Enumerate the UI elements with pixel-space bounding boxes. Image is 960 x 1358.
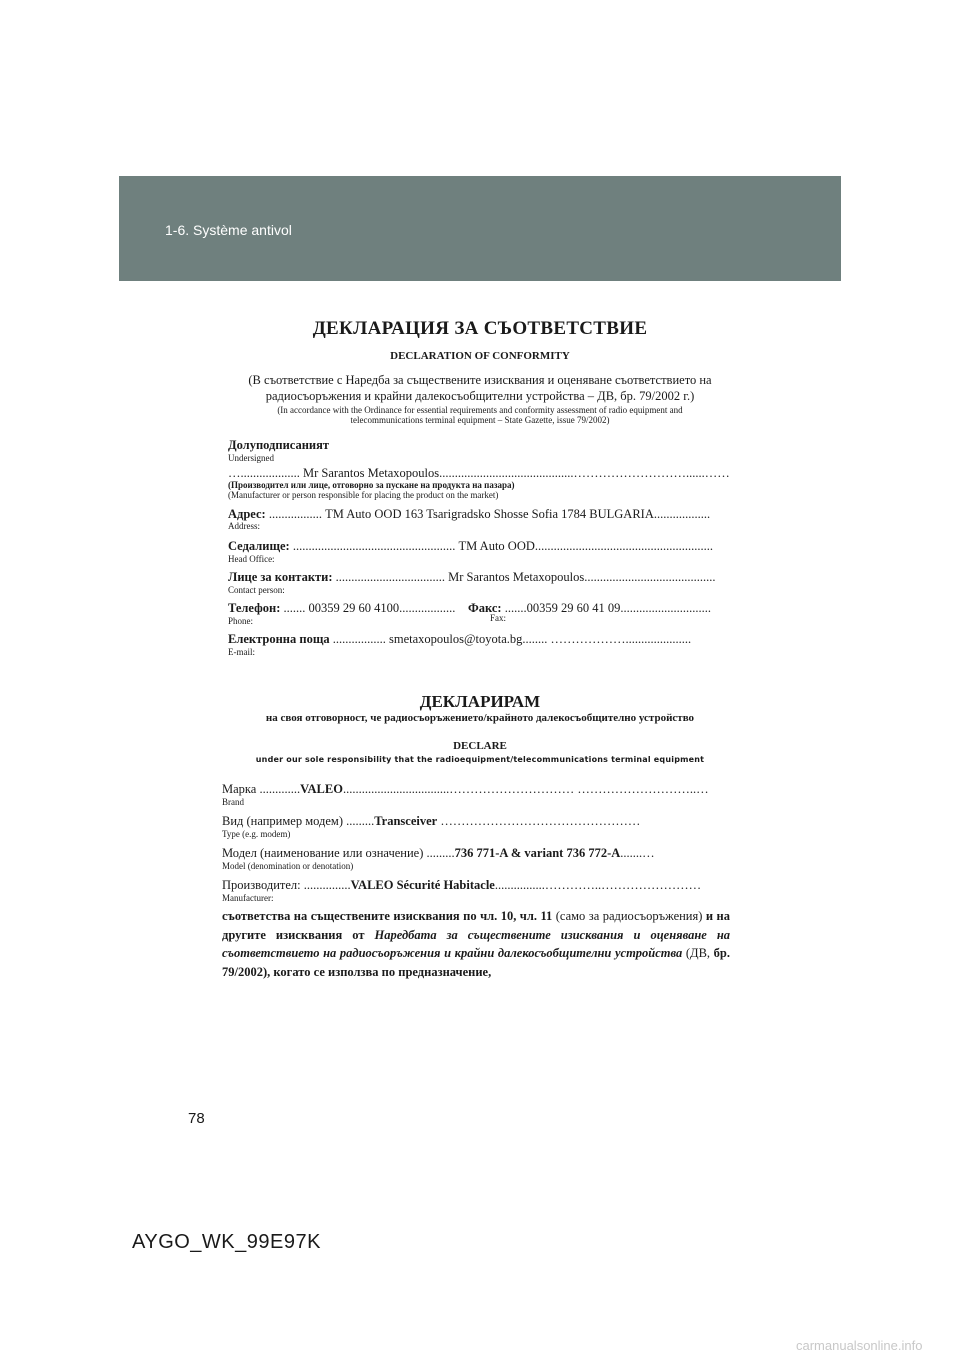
address-row <box>228 507 733 522</box>
model-value: 736 771-A & variant 736 772-A <box>454 846 621 860</box>
manufacturer-label: Производител: ............... <box>222 878 351 892</box>
para-bold-2: и на другите изисквания от <box>222 909 730 942</box>
conformity-paragraph <box>222 907 730 981</box>
brand-en: Brand <box>222 797 244 807</box>
manufacturer-note-bg: (Производител или лице, отговорно за пускане на продукта на пазара) <box>228 480 515 490</box>
section-header-bar <box>119 176 841 281</box>
fax-value: .......00359 29 60 41 09............................. <box>501 601 711 615</box>
declare-subheading-bg: на своя отговорност, че радиосъоръжението/крайното далекосъобщително устройство <box>265 712 695 724</box>
phone-row <box>228 601 455 616</box>
headoffice-row <box>228 539 733 554</box>
address-label: Адрес: <box>228 507 266 521</box>
page-number: 78 <box>188 1110 205 1127</box>
phone-value: ....... 00359 29 60 4100.................. <box>280 601 456 615</box>
para-normal-1: (само за радиосъоръжения) <box>552 909 706 923</box>
section-title: 1-6. Système antivol <box>165 222 292 238</box>
contact-value: ................................... Mr Sarantos Metaxopoulos.......................................... <box>332 570 716 584</box>
email-label: Електронна поща <box>228 632 330 646</box>
manufacturer-row <box>222 878 732 893</box>
email-en: E-mail: <box>228 647 255 657</box>
brand-dots: ..................................………………………… ………………………..… <box>342 782 709 796</box>
document-code: AYGO_WK_99E97K <box>132 1231 321 1253</box>
undersigned-label: Долуподписаният <box>228 438 330 452</box>
address-en: Address: <box>228 521 260 531</box>
model-label: Модел (наименование или означение) ......... <box>222 846 455 860</box>
headoffice-value: .................................................... TM Auto OOD......................................................... <box>289 539 714 553</box>
contact-en: Contact person: <box>228 585 285 595</box>
email-value: ................. smetaxopoulos@toyota.bg........ ………………..................... <box>329 632 692 646</box>
undersigned-en: Undersigned <box>228 453 274 463</box>
manufacturer-note-en: (Manufacturer or person responsible for placing the product on the market) <box>228 490 499 500</box>
model-en: Model (denomination or denotation) <box>222 861 354 871</box>
intro-line-2: радиосъоръжения и крайни далекосъобщителни устройства – ДВ, бр. 79/2002 г.) <box>265 389 695 403</box>
intro-en-line-1: (In accordance with the Ordinance for essential requirements and conformity assessment of radio equipment and <box>277 405 683 415</box>
model-dots: .......… <box>620 846 655 860</box>
declaration-subtitle: DECLARATION OF CONFORMITY <box>390 350 570 362</box>
brand-label: Марка ............. <box>222 782 301 796</box>
address-value: ................. TM Auto OOD 163 Tsarigradsko Shosse Sofia 1784 BULGARIA.................. <box>265 507 711 521</box>
watermark: carmanualsonline.info <box>796 1338 923 1353</box>
intro-line-1: (В съответствие с Наредба за съществените изисквания и оценяване съответствието на <box>248 373 712 387</box>
type-label: Вид (например модем) ......... <box>222 814 375 828</box>
contact-row <box>228 570 733 585</box>
type-dots: ………………………………………… <box>437 814 641 828</box>
manufacturer-dots: ................…………..…………………… <box>494 878 702 892</box>
manufacturer-value: VALEO Sécurité Habitacle <box>350 878 495 892</box>
declare-heading-en: DECLARE <box>453 740 507 752</box>
fax-label: Факс: <box>468 601 502 615</box>
para-italic: Наредбата за съществените изисквания и оценяване на съответствието на радиосъоръжения и крайни далекосъобщителни устройства <box>222 927 731 960</box>
para-normal-2: (ДВ, <box>682 946 714 960</box>
brand-value: VALEO <box>300 782 343 796</box>
declaration-title: ДЕКЛАРАЦИЯ ЗА СЪОТВЕТСТВИЕ <box>312 318 648 339</box>
email-row <box>228 632 733 647</box>
phone-en: Phone: <box>228 616 254 626</box>
manufacturer-en: Manufacturer: <box>222 893 274 903</box>
type-value: Transceiver <box>374 814 438 828</box>
phone-label: Телефон: <box>228 601 281 615</box>
type-en: Type (e.g. modem) <box>222 829 291 839</box>
para-bold-3: бр. 79/2002), когато се използва по предназначение, <box>222 946 730 979</box>
model-row <box>222 846 732 861</box>
contact-label: Лице за контакти: <box>228 570 333 584</box>
declare-subheading-en: under our sole responsibility that the radioequipment/telecommunications terminal equipment <box>255 755 705 764</box>
type-row <box>222 814 732 829</box>
brand-row <box>222 782 732 797</box>
intro-en-line-2: telecommunications terminal equipment – State Gazette, issue 79/2002) <box>350 415 610 425</box>
para-bold-1: съответства на съществените изисквания по чл. 10, чл. 11 <box>222 909 553 923</box>
undersigned-value: …................... Mr Sarantos Metaxopoulos...........................................………………………......…… <box>228 466 730 480</box>
fax-en: Fax: <box>490 613 507 623</box>
declare-heading-bg: ДЕКЛАРИРАМ <box>419 692 541 711</box>
headoffice-en: Head Office: <box>228 554 275 564</box>
headoffice-label: Седалище: <box>228 539 290 553</box>
